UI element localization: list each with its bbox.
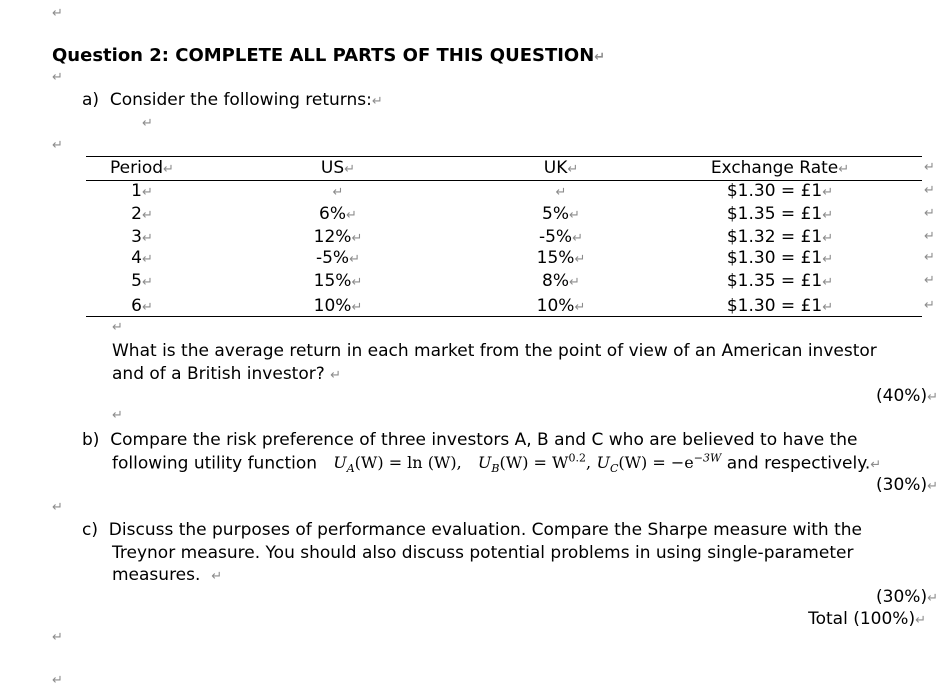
paragraph-mark: ↵ bbox=[822, 208, 834, 223]
table-cell bbox=[680, 204, 880, 224]
paragraph-mark: ↵ bbox=[927, 390, 938, 405]
part-a-weight bbox=[876, 386, 938, 406]
paragraph-mark: ↵ bbox=[52, 500, 63, 515]
table-cell-text: 5% bbox=[542, 204, 570, 224]
paragraph-mark: ↵ bbox=[572, 231, 583, 246]
table-header-cell bbox=[680, 158, 880, 178]
part-c-line1 bbox=[82, 520, 862, 540]
paragraph-mark: ↵ bbox=[141, 252, 153, 267]
table-cell bbox=[102, 296, 182, 316]
table-header-cell bbox=[278, 158, 398, 178]
paragraph-mark: ↵ bbox=[870, 457, 882, 473]
paragraph-mark: ↵ bbox=[52, 138, 63, 153]
paragraph-mark: ↵ bbox=[594, 50, 606, 65]
table-header-cell bbox=[102, 158, 182, 178]
row-end-mark: ↵ bbox=[924, 229, 935, 244]
paragraph-mark: ↵ bbox=[351, 231, 363, 246]
part-c-line2: Treynor measure. You should also discuss potential problems in using single-parameter bbox=[112, 543, 854, 563]
paragraph-mark: ↵ bbox=[346, 208, 357, 223]
part-b-line2-end: and respectively. bbox=[726, 453, 871, 474]
row-end-mark: ↵ bbox=[924, 206, 935, 221]
paragraph-mark: ↵ bbox=[141, 208, 153, 223]
part-b-weight bbox=[876, 475, 938, 495]
table-bottom-rule bbox=[86, 316, 922, 317]
table-cell-text: 4 bbox=[131, 248, 142, 268]
table-cell-text: 6 bbox=[131, 296, 142, 316]
paragraph-mark: ↵ bbox=[142, 116, 153, 131]
paragraph-mark: ↵ bbox=[330, 368, 342, 383]
part-c-line1-text: Discuss the purposes of performance evaluation. Compare the Sharpe measure with the bbox=[108, 520, 862, 540]
paragraph-mark: ↵ bbox=[927, 591, 938, 606]
table-cell-text: 10% bbox=[313, 296, 352, 316]
paragraph-mark: ↵ bbox=[822, 300, 834, 315]
paragraph-mark: ↵ bbox=[52, 630, 63, 645]
part-b-line1-text: Compare the risk preference of three investors A, B and C who are believed to have the bbox=[110, 430, 858, 450]
table-cell bbox=[278, 271, 398, 291]
table-cell bbox=[501, 271, 621, 291]
table-cell bbox=[501, 204, 621, 224]
paragraph-mark: ↵ bbox=[349, 252, 360, 267]
paragraph-mark: ↵ bbox=[52, 673, 63, 688]
paragraph-mark: ↵ bbox=[915, 613, 926, 628]
part-c-weight bbox=[876, 587, 938, 607]
paragraph-mark: ↵ bbox=[822, 185, 834, 200]
part-a-label: a) bbox=[82, 90, 100, 110]
table-cell-text: 15% bbox=[536, 248, 575, 268]
row-end-mark: ↵ bbox=[924, 160, 935, 175]
paragraph-mark: ↵ bbox=[555, 185, 567, 200]
table-top-rule bbox=[86, 156, 922, 157]
table-cell bbox=[501, 227, 621, 247]
paragraph-mark: ↵ bbox=[141, 185, 153, 200]
part-a-question-line1: What is the average return in each market from the point of view of an American investor bbox=[112, 341, 877, 361]
utility-function-a: $U_A(W) = \ln (W)$, bbox=[333, 453, 462, 476]
paragraph-mark: ↵ bbox=[52, 70, 63, 85]
table-cell-text: 6% bbox=[319, 204, 347, 224]
table-cell bbox=[102, 204, 182, 224]
table-cell-text: $1.35 = £1 bbox=[726, 204, 823, 224]
part-c-weight-text: (30%) bbox=[876, 587, 928, 607]
table-header-cell-text: Period bbox=[110, 158, 164, 178]
table-header-cell-text: US bbox=[320, 158, 345, 178]
table-cell-text: -5% bbox=[315, 248, 350, 268]
table-cell-text: $1.30 = £1 bbox=[726, 248, 823, 268]
paragraph-mark: ↵ bbox=[112, 408, 123, 423]
table-cell bbox=[680, 181, 880, 201]
table-cell bbox=[501, 248, 621, 268]
paragraph-mark: ↵ bbox=[574, 252, 586, 267]
paragraph-mark: ↵ bbox=[838, 162, 850, 177]
paragraph-mark: ↵ bbox=[351, 300, 363, 315]
row-end-mark: ↵ bbox=[924, 183, 935, 198]
paragraph-mark: ↵ bbox=[822, 231, 834, 246]
paragraph-mark: ↵ bbox=[351, 275, 363, 290]
table-header-cell bbox=[501, 158, 621, 178]
paragraph-mark: ↵ bbox=[567, 162, 579, 177]
table-cell-text: $1.30 = £1 bbox=[726, 296, 823, 316]
part-a-intro bbox=[82, 90, 383, 110]
table-cell bbox=[501, 181, 621, 201]
part-b-label: b) bbox=[82, 430, 100, 450]
table-cell bbox=[680, 248, 880, 268]
table-cell bbox=[102, 227, 182, 247]
question-title-text: Question 2: COMPLETE ALL PARTS OF THIS QUESTION bbox=[52, 45, 595, 66]
paragraph-mark: ↵ bbox=[141, 300, 153, 315]
row-end-mark: ↵ bbox=[924, 250, 935, 265]
table-header-cell-text: UK bbox=[543, 158, 568, 178]
paragraph-mark: ↵ bbox=[163, 162, 174, 177]
paragraph-mark: ↵ bbox=[371, 94, 383, 109]
part-b-line1 bbox=[82, 430, 858, 450]
table-cell bbox=[102, 248, 182, 268]
paragraph-mark: ↵ bbox=[822, 275, 834, 290]
part-c-label: c) bbox=[82, 520, 98, 540]
part-a-weight-text: (40%) bbox=[876, 386, 928, 406]
table-cell-text: 5 bbox=[131, 271, 142, 291]
table-cell-text: 8% bbox=[542, 271, 570, 291]
table-cell bbox=[501, 296, 621, 316]
table-cell-text: -5% bbox=[538, 227, 573, 247]
table-cell bbox=[680, 227, 880, 247]
table-cell-text: $1.35 = £1 bbox=[726, 271, 823, 291]
table-cell-text: 10% bbox=[536, 296, 575, 316]
row-end-mark: ↵ bbox=[924, 273, 935, 288]
table-cell-text: $1.30 = £1 bbox=[726, 181, 823, 201]
row-end-mark: ↵ bbox=[924, 298, 935, 313]
table-cell bbox=[278, 248, 398, 268]
paragraph-mark: ↵ bbox=[141, 231, 153, 246]
table-cell-text: 2 bbox=[131, 204, 142, 224]
paragraph-mark: ↵ bbox=[569, 208, 580, 223]
question-title bbox=[52, 45, 605, 66]
part-c-line3-text: measures. bbox=[112, 565, 201, 585]
table-cell bbox=[102, 181, 182, 201]
paragraph-mark: ↵ bbox=[112, 320, 123, 335]
part-b-line2-start: following utility function bbox=[112, 453, 318, 474]
paragraph-mark: ↵ bbox=[569, 275, 580, 290]
paragraph-mark: ↵ bbox=[822, 252, 834, 267]
table-cell bbox=[278, 227, 398, 247]
part-b-weight-text: (30%) bbox=[876, 475, 928, 495]
total-weight-text: Total (100%) bbox=[808, 609, 916, 629]
table-cell-text: 3 bbox=[131, 227, 142, 247]
part-a-question-line2 bbox=[112, 364, 341, 384]
utility-function-c: $U_C(W) = -e^{-3W}$ bbox=[596, 452, 722, 476]
table-cell bbox=[278, 181, 398, 201]
table-cell bbox=[278, 296, 398, 316]
table-header-cell-text: Exchange Rate bbox=[710, 158, 839, 178]
table-cell bbox=[680, 271, 880, 291]
paragraph-mark: ↵ bbox=[332, 185, 344, 200]
paragraph-mark: ↵ bbox=[141, 275, 153, 290]
paragraph-mark: ↵ bbox=[344, 162, 356, 177]
table-cell bbox=[278, 204, 398, 224]
utility-function-b: $U_B(W) = W^{0.2}$, bbox=[477, 452, 592, 476]
table-cell bbox=[680, 296, 880, 316]
table-cell-text: 1 bbox=[131, 181, 142, 201]
paragraph-mark: ↵ bbox=[927, 479, 938, 494]
total-weight bbox=[808, 609, 926, 629]
part-a-intro-text: Consider the following returns: bbox=[109, 90, 372, 110]
paragraph-mark: ↵ bbox=[574, 300, 586, 315]
paragraph-mark: ↵ bbox=[211, 569, 223, 584]
paragraph-mark: ↵ bbox=[52, 6, 63, 21]
part-a-question-line2-text: and of a British investor? bbox=[112, 364, 325, 384]
part-b-line2 bbox=[112, 452, 881, 476]
table-cell-text: 12% bbox=[313, 227, 352, 247]
table-cell-text: 15% bbox=[313, 271, 352, 291]
table-cell bbox=[102, 271, 182, 291]
part-c-line3 bbox=[112, 565, 222, 585]
table-cell-text: $1.32 = £1 bbox=[726, 227, 823, 247]
